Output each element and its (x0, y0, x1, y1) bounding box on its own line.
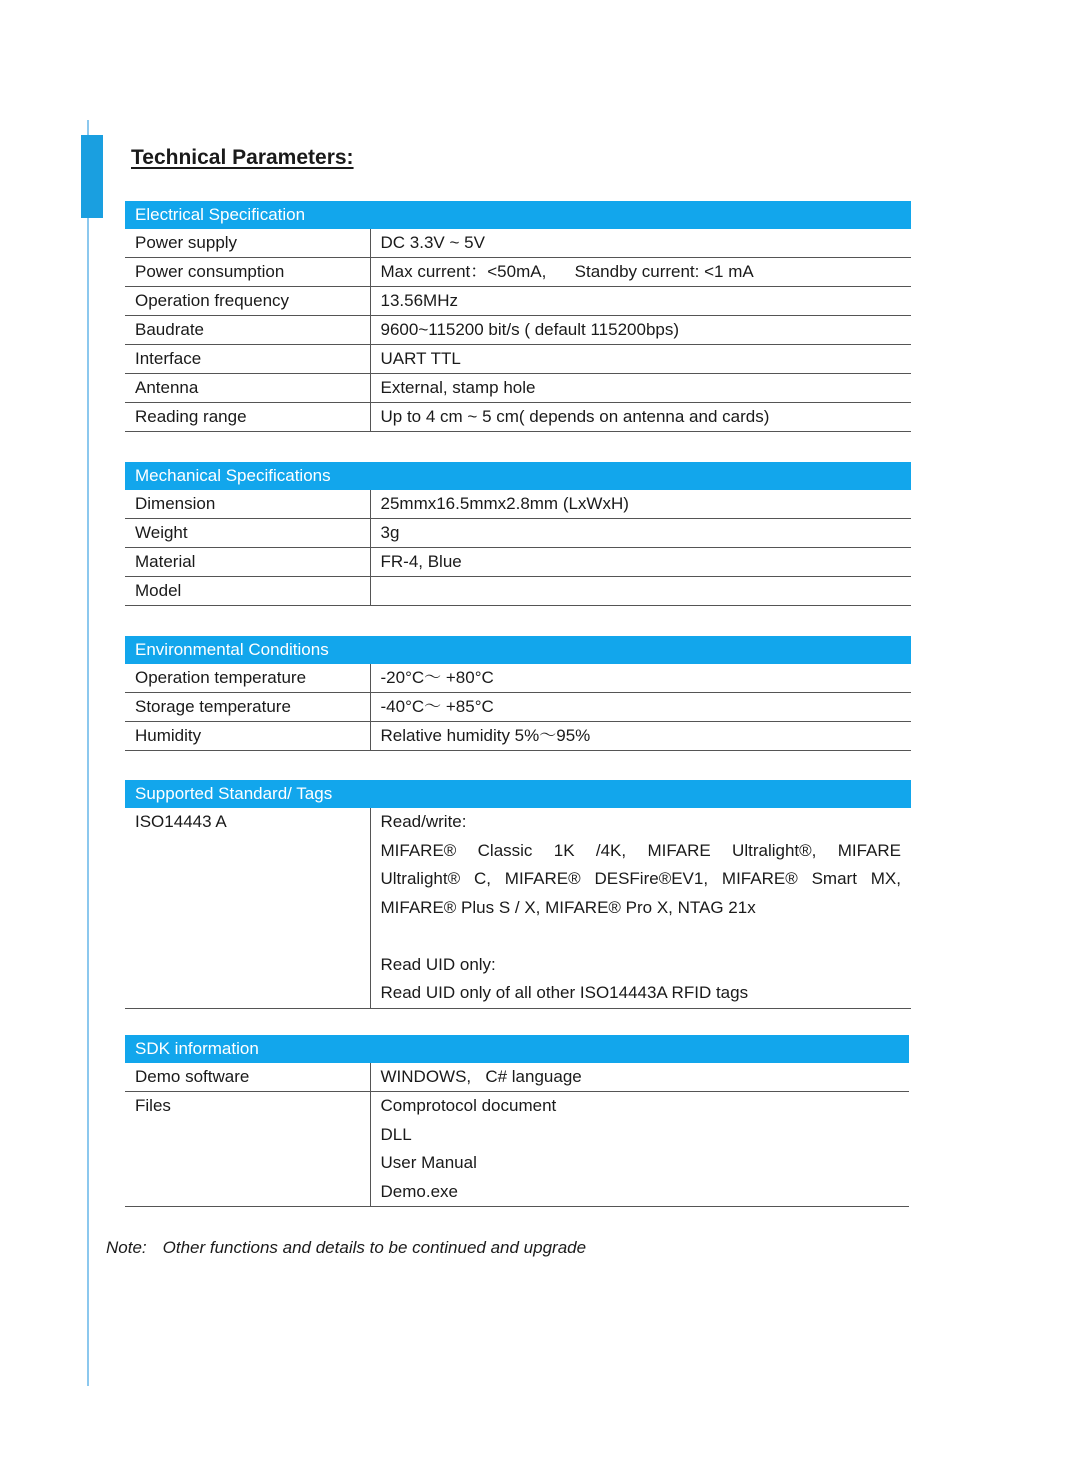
table-row (125, 490, 911, 519)
table-row (125, 548, 911, 577)
table-row (125, 1092, 909, 1207)
section-header: Electrical Specification (125, 201, 911, 229)
table-row (125, 1063, 909, 1092)
section-header: Supported Standard/ Tags (125, 780, 911, 808)
param-value: DC 3.3V ~ 5V (370, 229, 911, 258)
note-text: Other functions and details to be continued and upgrade (162, 1238, 587, 1257)
accent-bar (81, 135, 103, 218)
environmental-conditions-table (125, 636, 911, 751)
table-row (125, 403, 911, 432)
param-name: Storage temperature (125, 693, 370, 722)
table-row (125, 287, 911, 316)
param-value: UART TTL (370, 345, 911, 374)
param-name: Antenna (125, 374, 370, 403)
electrical-spec-table (125, 201, 911, 432)
param-value (370, 1092, 909, 1207)
tag-line: MIFARE® Plus S / X, MIFARE® Pro X, NTAG 21x (380, 897, 756, 917)
tag-line: MIFARE® Classic 1K /4K, MIFARE Ultralight®, MIFARE (380, 840, 901, 860)
table-row (125, 345, 911, 374)
tag-line: Read/write: (380, 812, 467, 831)
param-name: Reading range (125, 403, 370, 432)
param-name: Power consumption (125, 258, 370, 287)
supported-standards-table (125, 780, 911, 1009)
table-row (125, 577, 911, 606)
tag-line-spacer (381, 922, 902, 951)
file-item: Comprotocol document (380, 1096, 557, 1115)
param-name: Material (125, 548, 370, 577)
margin-line (87, 120, 89, 1386)
param-name: Operation temperature (125, 664, 370, 693)
table-row (125, 258, 911, 287)
mechanical-spec-table (125, 462, 911, 606)
param-value: WINDOWS, C# language (370, 1063, 909, 1092)
section-header: SDK information (125, 1035, 909, 1063)
param-name: Humidity (125, 722, 370, 751)
param-name: Demo software (125, 1063, 370, 1092)
param-name: Interface (125, 345, 370, 374)
tag-line: Read UID only of all other ISO14443A RFID tags (380, 983, 749, 1002)
file-item: User Manual (380, 1153, 477, 1172)
table-row (125, 808, 911, 1008)
param-value: 3g (370, 519, 911, 548)
param-name: Power supply (125, 229, 370, 258)
param-value: Max current：<50mA, Standby current: <1 mA (370, 258, 911, 287)
file-item: Demo.exe (380, 1181, 458, 1201)
param-value: -40°C～ +85°C (370, 693, 911, 722)
param-value: 25mmx16.5mmx2.8mm (LxWxH) (370, 490, 911, 519)
param-name: Operation frequency (125, 287, 370, 316)
param-value: External, stamp hole (370, 374, 911, 403)
table-row (125, 664, 911, 693)
section-header: Mechanical Specifications (125, 462, 911, 490)
param-value: 13.56MHz (370, 287, 911, 316)
page-title: Technical Parameters: (131, 146, 354, 169)
param-value: 9600~115200 bit/s ( default 115200bps) (370, 316, 911, 345)
param-value: FR-4, Blue (370, 548, 911, 577)
tag-line: Read UID only: (380, 954, 496, 974)
param-value (370, 577, 911, 606)
note-label: Note: (106, 1238, 147, 1257)
param-name: ISO14443 A (125, 808, 370, 1008)
table-row (125, 316, 911, 345)
sdk-information-table (125, 1035, 909, 1207)
param-name: Files (125, 1092, 370, 1207)
tag-line: Ultralight® C, MIFARE® DESFire®EV1, MIFARE® Smart MX, (380, 869, 901, 888)
param-value: Up to 4 cm ~ 5 cm( depends on antenna and cards) (370, 403, 911, 432)
table-row (125, 693, 911, 722)
param-value (370, 808, 911, 1008)
footnote (106, 1238, 586, 1258)
table-row (125, 374, 911, 403)
param-name: Baudrate (125, 316, 370, 345)
param-name: Dimension (125, 490, 370, 519)
file-item: DLL (380, 1124, 412, 1144)
param-value: Relative humidity 5%～95% (370, 722, 911, 751)
param-value: -20°C～ +80°C (370, 664, 911, 693)
section-header: Environmental Conditions (125, 636, 911, 664)
param-name: Model (125, 577, 370, 606)
table-row (125, 722, 911, 751)
table-row (125, 519, 911, 548)
table-row (125, 229, 911, 258)
param-name: Weight (125, 519, 370, 548)
